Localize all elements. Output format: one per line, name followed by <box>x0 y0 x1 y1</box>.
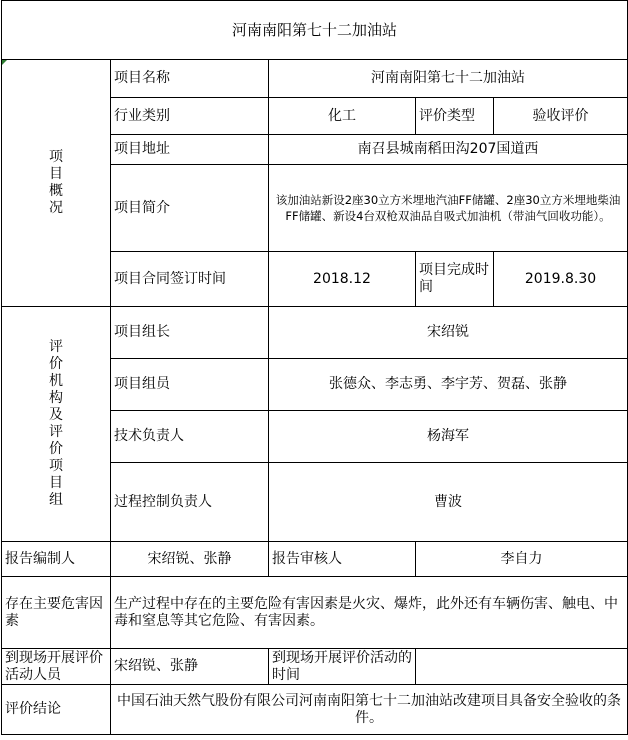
members-label: 项目组员 <box>111 359 269 411</box>
evaluation-info-table <box>1 0 628 735</box>
onsite-staff-label: 到现场开展评价活动人员 <box>2 649 111 685</box>
intro-label: 项目简介 <box>111 165 269 252</box>
report-author-value: 宋绍锐、张静 <box>111 542 269 577</box>
section-label-team: 评 价 机 构 及 评 价 项 目 组 <box>2 307 111 542</box>
eval-type-value: 验收评价 <box>494 98 628 135</box>
industry-value: 化工 <box>269 98 416 135</box>
process-lead-label: 过程控制负责人 <box>111 463 269 542</box>
address-label: 项目地址 <box>111 135 269 165</box>
leader-value: 宋绍锐 <box>269 307 628 359</box>
project-name-value: 河南南阳第七十二加油站 <box>269 60 628 98</box>
address-value: 南召县城南稻田沟207国道西 <box>269 135 628 165</box>
conclusion-label: 评价结论 <box>2 685 111 735</box>
table-title: 河南南阳第七十二加油站 <box>2 1 628 60</box>
contract-date-value: 2018.12 <box>269 252 416 307</box>
members-value: 张德众、李志勇、李宇芳、贺磊、张静 <box>269 359 628 411</box>
report-reviewer-value: 李自力 <box>416 542 628 577</box>
conclusion-value: 中国石油天然气股份有限公司河南南阳第七十二加油站改建项目具备安全验收的条件。 <box>111 685 628 735</box>
onsite-staff-value: 宋绍锐、张静 <box>111 649 269 685</box>
tech-lead-value: 杨海军 <box>269 411 628 463</box>
hazards-label: 存在主要危害因素 <box>2 577 111 649</box>
eval-type-label: 评价类型 <box>416 98 494 135</box>
report-reviewer-label: 报告审核人 <box>269 542 416 577</box>
onsite-time-value <box>416 649 628 685</box>
process-lead-value: 曹波 <box>269 463 628 542</box>
section-label-overview: 项 目 概 况 <box>2 60 111 307</box>
leader-label: 项目组长 <box>111 307 269 359</box>
complete-date-label: 项目完成时间 <box>416 252 494 307</box>
project-name-label: 项目名称 <box>111 60 269 98</box>
complete-date-value: 2019.8.30 <box>494 252 628 307</box>
industry-label: 行业类别 <box>111 98 269 135</box>
onsite-time-label: 到现场开展评价活动的时间 <box>269 649 416 685</box>
hazards-value: 生产过程中存在的主要危险有害因素是火灾、爆炸，此外还有车辆伤害、触电、中毒和窒息等其它危险、有害因素。 <box>111 577 628 649</box>
tech-lead-label: 技术负责人 <box>111 411 269 463</box>
intro-value: 该加油站新设2座30立方米埋地汽油FF储罐、2座30立方米埋地柴油FF储罐、新设4台双枪双油品自吸式加油机（带油气回收功能）。 <box>269 165 628 252</box>
contract-date-label: 项目合同签订时间 <box>111 252 269 307</box>
report-author-label: 报告编制人 <box>2 542 111 577</box>
